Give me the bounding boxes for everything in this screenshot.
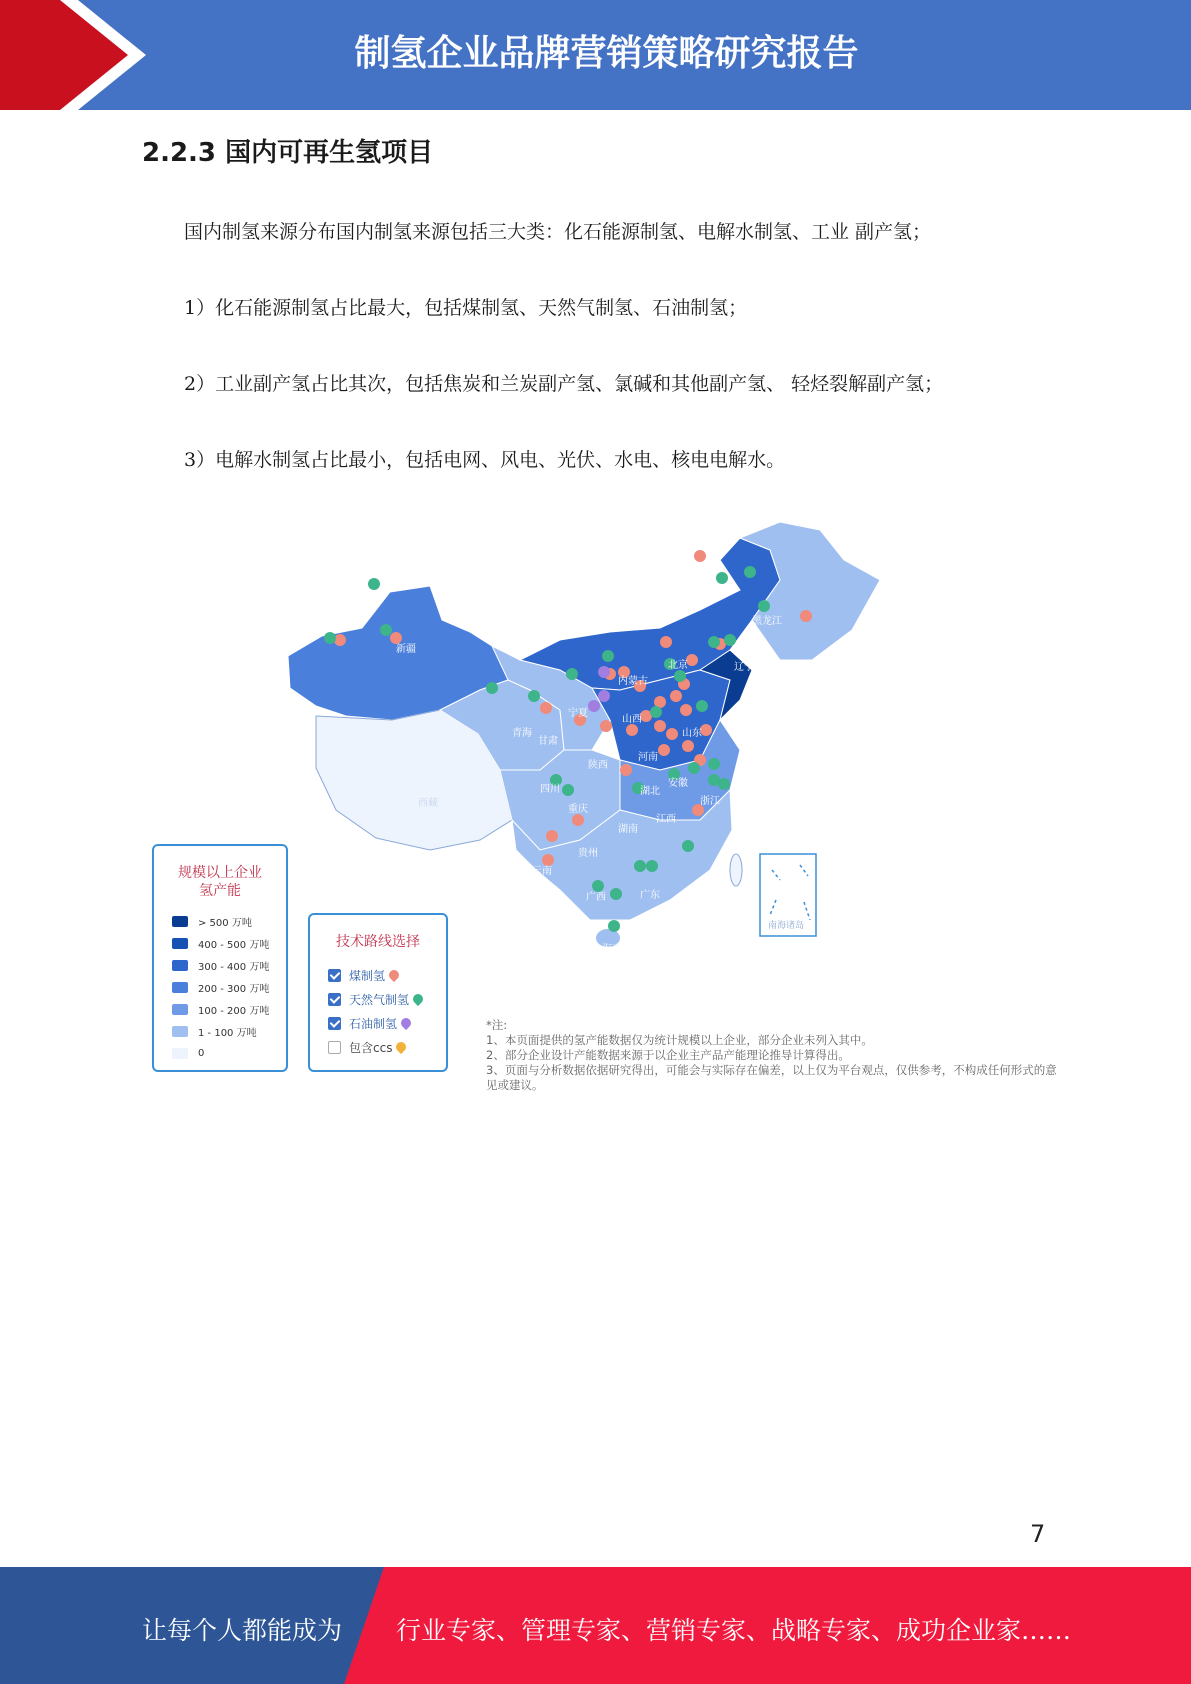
paragraph-item-1: 1）化石能源制氢占比最大，包括煤制氢、天然气制氢、石油制氢； — [184, 297, 748, 319]
map-label: 吉林 — [746, 638, 766, 649]
capacity-legend-item — [154, 1042, 286, 1064]
map-pin-icon — [399, 1016, 413, 1030]
capacity-legend-item — [154, 998, 286, 1020]
map-label: 四川 — [540, 784, 560, 795]
map-pin-icon — [411, 992, 425, 1006]
map-label: 江西 — [656, 814, 676, 825]
legend-label: 400 - 500 万吨 — [198, 939, 270, 951]
map-label: 云南 — [532, 866, 552, 877]
route-label: 天然气制氢 — [349, 992, 410, 1007]
map-label: 北京 — [668, 660, 688, 671]
route-legend-item[interactable] — [310, 963, 446, 987]
map-label: 青海 — [512, 728, 532, 739]
map-label: 辽宁 — [734, 662, 754, 673]
map-label: 湖南 — [618, 824, 638, 835]
route-checkbox[interactable] — [328, 993, 341, 1006]
map-label: 山西 — [622, 714, 642, 725]
paragraph-intro: 国内制氢来源分布国内制氢来源包括三大类：化石能源制氢、电解水制氢、工业 副产氢； — [184, 221, 932, 243]
capacity-legend-title: 规模以上企业 氢产能 — [178, 865, 262, 899]
route-legend-item[interactable] — [310, 1011, 446, 1035]
route-checkbox[interactable] — [328, 969, 341, 982]
legend-swatch — [172, 982, 188, 993]
capacity-legend-item — [154, 976, 286, 998]
map-pin-icon — [387, 968, 401, 982]
hydrogen-capacity-map-figure — [140, 520, 1060, 1100]
route-label: 石油制氢 — [349, 1016, 398, 1031]
map-label: 甘肃 — [538, 736, 558, 747]
map-label: 安徽 — [668, 778, 688, 789]
map-label: 宁夏 — [568, 708, 588, 719]
route-checkbox[interactable] — [328, 1041, 341, 1054]
map-label: 河南 — [638, 752, 658, 763]
route-legend-list — [310, 963, 446, 1059]
map-label: 新疆 — [396, 644, 416, 655]
capacity-legend-item — [154, 954, 286, 976]
map-label: 广东 — [640, 890, 660, 901]
section-heading: 2.2.3 国内可再生氢项目 — [142, 138, 434, 168]
route-legend-item[interactable] — [310, 987, 446, 1011]
legend-label: 0 — [198, 1047, 205, 1059]
footer-slogan-left: 让每个人都能成为 — [142, 1616, 343, 1645]
legend-swatch — [172, 1048, 188, 1059]
page-header — [0, 0, 1191, 110]
map-pin-icon — [394, 1040, 408, 1054]
map-label: 陕西 — [588, 760, 608, 771]
map-label: 重庆 — [568, 804, 588, 815]
map-label: 贵州 — [578, 848, 598, 859]
map-label: 湖北 — [640, 786, 660, 797]
paragraph-item-3: 3）电解水制氢占比最小，包括电网、风电、光伏、水电、核电电解水。 — [184, 449, 786, 471]
capacity-legend — [152, 844, 288, 1072]
region-taiwan — [730, 854, 742, 886]
legend-label: 1 - 100 万吨 — [198, 1027, 257, 1039]
map-label: 西藏 — [418, 798, 438, 809]
legend-label: 200 - 300 万吨 — [198, 983, 270, 995]
route-label: 包含ccs — [349, 1040, 393, 1055]
footer-slogan-right: 行业专家、管理专家、营销专家、战略专家、成功企业家…… — [396, 1616, 1072, 1645]
legend-label: > 500 万吨 — [198, 917, 252, 929]
legend-swatch — [172, 916, 188, 927]
map-label: 海南 — [602, 944, 622, 955]
route-legend-item[interactable] — [310, 1035, 446, 1059]
legend-swatch — [172, 960, 188, 971]
report-title: 制氢企业品牌营销策略研究报告 — [354, 33, 859, 74]
capacity-legend-item — [154, 932, 286, 954]
legend-swatch — [172, 1004, 188, 1015]
map-label: 山东 — [682, 728, 702, 739]
route-legend — [308, 913, 448, 1072]
page-number: 7 — [1030, 1520, 1046, 1548]
capacity-legend-list — [154, 910, 286, 1064]
map-label: 广西 — [586, 892, 606, 903]
page-footer — [0, 1567, 1191, 1684]
map-label: 南海诸岛 — [768, 921, 805, 931]
capacity-legend-item — [154, 1020, 286, 1042]
route-label: 煤制氢 — [349, 968, 386, 983]
map-label: 内蒙古 — [618, 676, 648, 687]
capacity-legend-item — [154, 910, 286, 932]
legend-swatch — [172, 938, 188, 949]
map-label: 黑龙江 — [752, 616, 782, 627]
legend-label: 100 - 200 万吨 — [198, 1005, 270, 1017]
map-label: 浙江 — [700, 796, 720, 807]
route-legend-title: 技术路线选择 — [336, 934, 420, 950]
paragraph-item-2: 2）工业副产氢占比其次，包括焦炭和兰炭副产氢、氯碱和其他副产氢、 轻烃裂解副产氢； — [184, 373, 944, 395]
legend-label: 300 - 400 万吨 — [198, 961, 270, 973]
route-checkbox[interactable] — [328, 1017, 341, 1030]
figure-notes: *注: 1、本页面提供的氢产能数据仅为统计规模以上企业，部分企业未列入其中。 2、部分企业设计产能数据来源于以企业主产品产能理论推导计算得出。 3、页面与分析数据依据研究得出，可能会与实际存在偏差，以上仅为平台观点，仅供参考，不构成任何形式的意见或建议。 — [486, 1018, 1057, 1092]
legend-swatch — [172, 1026, 188, 1037]
